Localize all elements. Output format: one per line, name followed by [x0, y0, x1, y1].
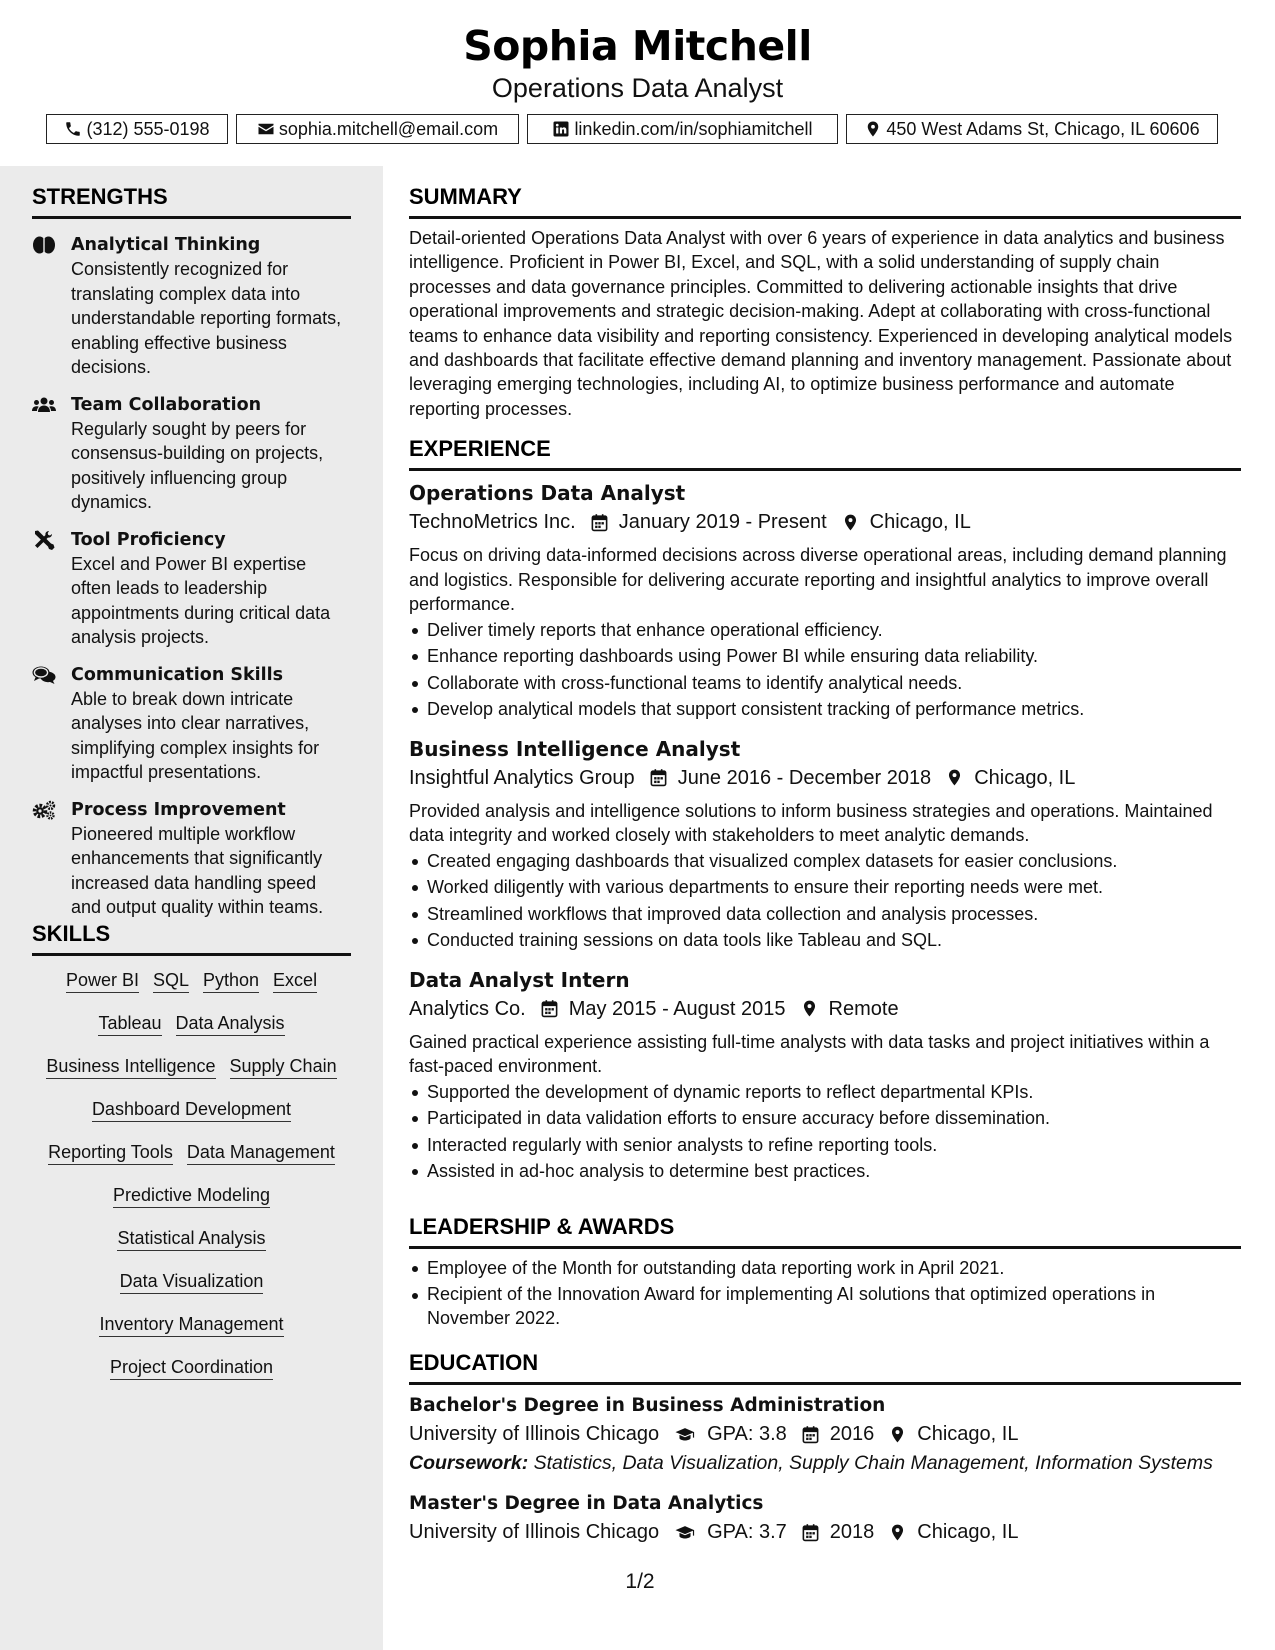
- map-pin-icon: [888, 1425, 907, 1444]
- summary-heading: SUMMARY: [409, 184, 1241, 219]
- list-item: Supported the development of dynamic reports to reflect departmental KPIs.: [409, 1079, 1241, 1106]
- list-item: Develop analytical models that support consistent tracking of performance metrics.: [409, 696, 1241, 723]
- job-bullets: [409, 1079, 1241, 1185]
- skill-tag: SQL: [153, 970, 189, 993]
- degree-school: University of Illinois Chicago: [409, 1423, 660, 1445]
- strength-item: [32, 663, 351, 785]
- map-pin-icon: [841, 513, 860, 532]
- skills-row: [32, 1265, 351, 1308]
- skills-row: [32, 1093, 351, 1136]
- map-pin-icon: [945, 768, 964, 787]
- skills-list: [32, 956, 351, 1394]
- job-title: Business Intelligence Analyst: [409, 736, 741, 761]
- strength-title: Analytical Thinking: [71, 235, 261, 255]
- contact-linkedin[interactable]: [527, 114, 838, 144]
- job-entry: [409, 735, 1241, 954]
- skill-tag: Python: [203, 970, 259, 993]
- calendar-icon: [540, 999, 559, 1018]
- map-pin-icon: [888, 1523, 907, 1542]
- strengths-heading: STRENGTHS: [32, 184, 351, 219]
- linkedin-icon: [552, 120, 570, 138]
- calendar-icon: [801, 1523, 820, 1542]
- job-desc: Focus on driving data-informed decisions across diverse operational areas, including demand planning and logistics. Responsible for delivering accurate reporting and insightful analytics to improve overall performance.: [409, 545, 1227, 614]
- job-dates: May 2015 - August 2015: [568, 997, 786, 1020]
- job-entry: [409, 966, 1241, 1185]
- contact-bar: [0, 114, 1275, 144]
- job-title: Operations Data Analyst: [409, 481, 686, 505]
- degree-location: Chicago, IL: [917, 1423, 1019, 1445]
- skills-row: [32, 1136, 351, 1179]
- coursework-label: Coursework:: [409, 1452, 529, 1474]
- job-company: TechnoMetrics Inc.: [409, 511, 576, 533]
- coursework-text: Statistics, Data Visualization, Supply Chain Management, Information Systems: [533, 1452, 1213, 1474]
- contact-address[interactable]: [846, 114, 1218, 144]
- list-item: Created engaging dashboards that visualized complex datasets for easier conclusions.: [409, 848, 1241, 875]
- graduation-cap-icon: [673, 1523, 697, 1542]
- degree-coursework: [409, 1449, 1241, 1477]
- skill-tag: Power BI: [66, 970, 139, 993]
- job-company: Insightful Analytics Group: [409, 766, 635, 789]
- summary-text: Detail-oriented Operations Data Analyst with over 6 years of experience in data analytics and business intelligence. Proficient in Power BI, Excel, and SQL, with a solid understanding of supply chain processes and data governance principles. Committed to delivering actionable insights that drive operational improvements and strategic decision-making. Adept at collaborating with cross-functional teams to enhance data visibility and reporting consistency. Experienced in developing analytical models and dashboards that facilitate effective demand planning and inventory management. Passionate about leveraging emerging technologies, including AI, to optimize business performance and automate reporting processes.: [409, 228, 1233, 419]
- leadership-section: [409, 1214, 1241, 1330]
- job-location: Chicago, IL: [974, 766, 1076, 789]
- job-location: Remote: [828, 997, 899, 1020]
- education-section: [409, 1350, 1241, 1547]
- leadership-list: [409, 1255, 1241, 1330]
- contact-text: linkedin.com/in/sophiamitchell: [574, 118, 813, 139]
- graduation-cap-icon: [673, 1425, 697, 1444]
- skill-tag: Data Analysis: [176, 1013, 285, 1036]
- list-item: Assisted in ad-hoc analysis to determine best practices.: [409, 1158, 1241, 1185]
- summary-section: [409, 184, 1241, 421]
- strength-desc: Excel and Power BI expertise often leads to leadership appointments during critical data analysis projects.: [71, 553, 331, 647]
- degree-meta: [409, 1517, 1241, 1547]
- job-meta: [409, 763, 1241, 793]
- skill-tag: Inventory Management: [99, 1314, 283, 1337]
- list-item: Worked diligently with various departments to ensure their reporting needs were met.: [409, 874, 1241, 901]
- contact-email[interactable]: [236, 114, 519, 144]
- degree-meta: [409, 1419, 1241, 1449]
- education-entry: [409, 1491, 1241, 1547]
- strength-item: [32, 798, 351, 920]
- skill-tag: Data Visualization: [120, 1271, 264, 1294]
- job-meta: [409, 507, 1241, 537]
- skill-tag: Data Management: [187, 1142, 335, 1165]
- list-item: Interacted regularly with senior analysts to refine reporting tools.: [409, 1132, 1241, 1159]
- skills-row: [32, 964, 351, 1007]
- list-item: Recipient of the Innovation Award for implementing AI solutions that optimized operations in November 2022.: [409, 1282, 1241, 1330]
- degree-school: University of Illinois Chicago: [409, 1521, 660, 1543]
- skill-tag: Statistical Analysis: [117, 1228, 265, 1251]
- skills-section: [32, 921, 351, 1394]
- job-desc: Provided analysis and intelligence solutions to inform business strategies and operations. Maintained data integrity and worked closely with stakeholders to meet analytic demands.: [409, 800, 1213, 845]
- sidebar: [0, 166, 383, 1650]
- degree-gpa: GPA: 3.8: [707, 1423, 787, 1445]
- list-item: Streamlined workflows that improved data collection and analysis processes.: [409, 901, 1241, 928]
- skills-row: [32, 1351, 351, 1394]
- calendar-icon: [649, 768, 668, 787]
- contact-phone[interactable]: [46, 114, 228, 144]
- skill-tag: Dashboard Development: [92, 1099, 291, 1122]
- education-entry: [409, 1393, 1241, 1477]
- job-location: Chicago, IL: [869, 511, 971, 533]
- degree-year: 2016: [829, 1423, 875, 1445]
- brain-icon: [32, 235, 56, 255]
- skill-tag: Tableau: [98, 1013, 161, 1036]
- strength-title: Team Collaboration: [71, 394, 262, 415]
- job-title: Data Analyst Intern: [409, 967, 630, 992]
- page-number: 1/2: [625, 1570, 655, 1593]
- tools-icon: [32, 530, 56, 550]
- contact-text: (312) 555-0198: [86, 118, 210, 139]
- strength-title: Process Improvement: [71, 799, 286, 820]
- calendar-icon: [590, 513, 609, 532]
- degree-location: Chicago, IL: [917, 1521, 1019, 1543]
- list-item: Enhance reporting dashboards using Power BI while ensuring data reliability.: [409, 643, 1241, 670]
- strength-title: Communication Skills: [71, 664, 284, 685]
- strength-item: [32, 233, 351, 380]
- list-item: Conducted training sessions on data tools like Tableau and SQL.: [409, 927, 1241, 954]
- map-pin-icon: [800, 999, 819, 1018]
- skills-heading: SKILLS: [32, 921, 351, 956]
- list-item: Participated in data validation efforts to ensure accuracy before dissemination.: [409, 1105, 1241, 1132]
- education-heading: EDUCATION: [409, 1350, 1241, 1385]
- skill-tag: Excel: [273, 970, 317, 993]
- job-dates: January 2019 - Present: [618, 511, 827, 533]
- job-company: Analytics Co.: [409, 997, 526, 1020]
- cogs-icon: [32, 800, 56, 820]
- phone-icon: [64, 120, 82, 138]
- skill-tag: Project Coordination: [110, 1357, 273, 1380]
- skill-tag: Predictive Modeling: [113, 1185, 270, 1208]
- skills-row: [32, 1007, 351, 1050]
- experience-section: [409, 436, 1241, 1185]
- list-item: Collaborate with cross-functional teams to identify analytical needs.: [409, 670, 1241, 697]
- skills-row: [32, 1179, 351, 1222]
- job-bullets: [409, 848, 1241, 954]
- skill-tag: Supply Chain: [230, 1056, 337, 1079]
- contact-text: 450 West Adams St, Chicago, IL 60606: [886, 118, 1200, 139]
- job-entry: [409, 479, 1241, 723]
- degree-title: Master's Degree in Data Analytics: [409, 1493, 764, 1514]
- job-meta: [409, 994, 1241, 1024]
- experience-heading: EXPERIENCE: [409, 436, 1241, 471]
- strength-item: [32, 528, 351, 650]
- strength-desc: Consistently recognized for translating complex data into understandable reporting formats, enabling effective business decisions.: [71, 259, 342, 377]
- calendar-icon: [801, 1425, 820, 1444]
- candidate-name: Sophia Mitchell: [463, 22, 812, 70]
- list-item: Deliver timely reports that enhance operational efficiency.: [409, 617, 1241, 644]
- main-content: [409, 166, 1241, 1650]
- skills-row: [32, 1222, 351, 1265]
- job-dates: June 2016 - December 2018: [677, 766, 932, 789]
- users-icon: [32, 395, 56, 415]
- degree-title: Bachelor's Degree in Business Administration: [409, 1395, 886, 1416]
- skill-tag: Reporting Tools: [48, 1142, 173, 1165]
- strength-desc: Regularly sought by peers for consensus-building on projects, positively influencing group dynamics.: [71, 418, 324, 512]
- strength-title: Tool Proficiency: [71, 529, 226, 550]
- map-pin-icon: [864, 120, 882, 138]
- candidate-title: Operations Data Analyst: [491, 73, 784, 103]
- strength-desc: Able to break down intricate analyses into clear narratives, simplifying complex insights for impactful presentations.: [71, 688, 320, 782]
- contact-text: sophia.mitchell@email.com: [278, 118, 499, 139]
- skills-row: [32, 1050, 351, 1093]
- strength-desc: Pioneered multiple workflow enhancements that significantly increased data handling speed and output quality within teams.: [71, 823, 324, 917]
- skill-tag: Business Intelligence: [46, 1056, 215, 1079]
- degree-year: 2018: [829, 1521, 875, 1543]
- strength-item: [32, 393, 351, 515]
- resume-header: [0, 0, 1275, 166]
- degree-gpa: GPA: 3.7: [707, 1521, 787, 1543]
- leadership-heading: LEADERSHIP & AWARDS: [409, 1214, 1241, 1249]
- skills-row: [32, 1308, 351, 1351]
- job-bullets: [409, 617, 1241, 723]
- envelope-icon: [257, 120, 275, 138]
- strengths-section: [32, 184, 351, 920]
- comments-icon: [32, 665, 56, 685]
- list-item: Employee of the Month for outstanding data reporting work in April 2021.: [409, 1255, 1241, 1282]
- job-desc: Gained practical experience assisting full-time analysts with data tasks and project initiatives within a fast-paced environment.: [409, 1031, 1210, 1076]
